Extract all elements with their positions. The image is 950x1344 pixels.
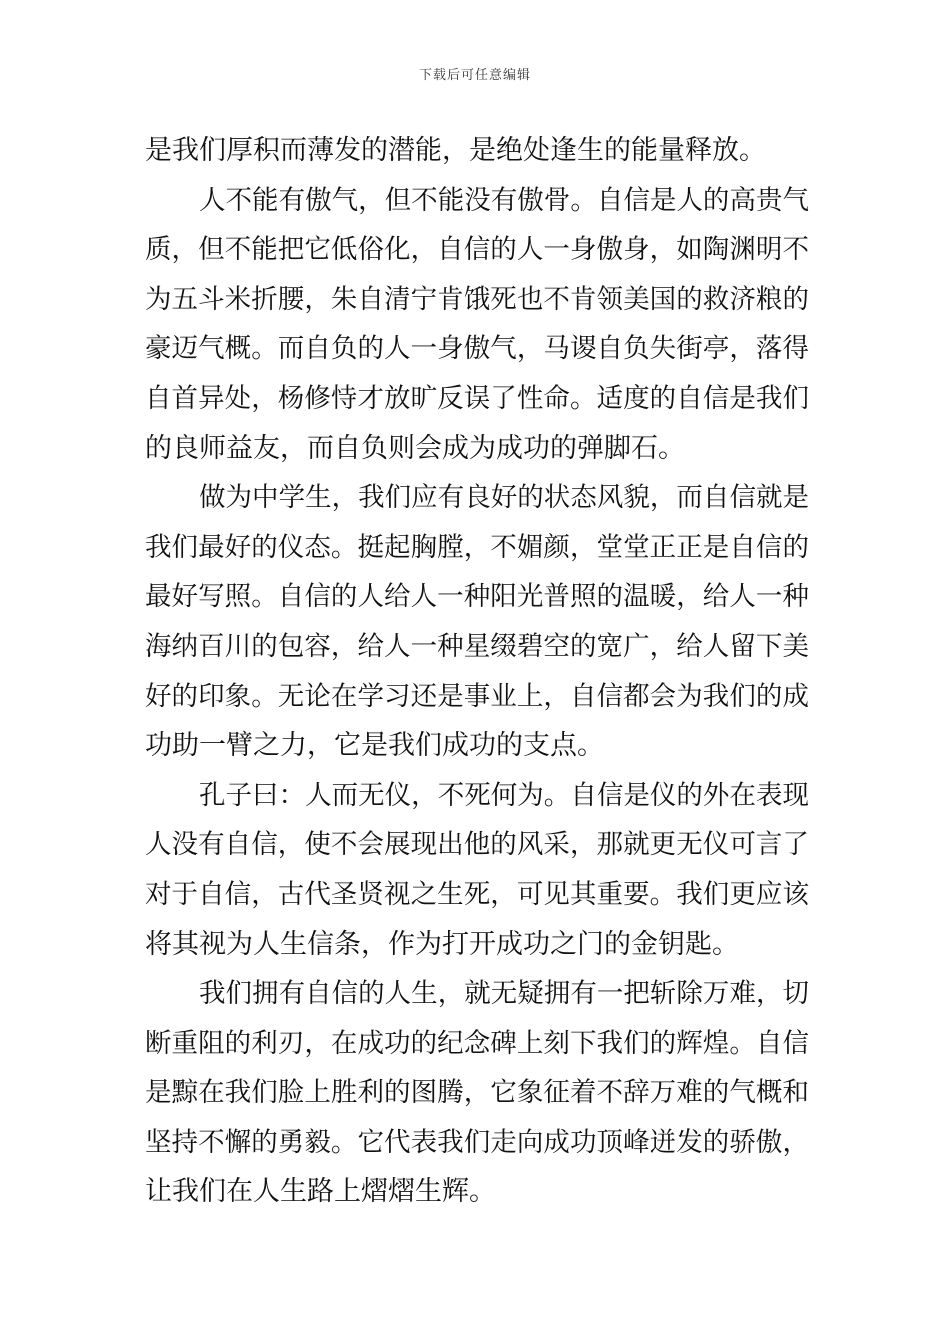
text-line: 断重阻的利刃，在成功的纪念碑上刻下我们的辉煌。自信 <box>145 1027 809 1059</box>
text-line: 人不能有傲气，但不能没有傲骨。自信是人的高贵气 <box>199 184 809 216</box>
text-line: 功助一臂之力，它是我们成功的支点。 <box>145 730 604 762</box>
text-line: 是我们厚积而薄发的潜能，是绝处逢生的能量释放。 <box>145 135 766 166</box>
page-header: 下载后可任意编辑 <box>418 68 531 83</box>
text-line: 对于自信，古代圣贤视之生死，可见其重要。我们更应该 <box>145 878 809 910</box>
document-body <box>145 126 809 1217</box>
text-line: 豪迈气概。而自负的人一身傲气，马谡自负失街亭，落得 <box>145 333 809 365</box>
text-line: 让我们在人生路上熠熠生辉。 <box>145 1176 496 1208</box>
text-line: 我们最好的仪态。挺起胸膛，不媚颜，堂堂正正是自信的 <box>145 531 809 563</box>
text-line: 为五斗米折腰，朱自清宁肯饿死也不肯领美国的救济粮的 <box>145 283 809 315</box>
text-line: 孔子曰：人而无仪，不死何为。自信是仪的外在表现 <box>199 779 809 811</box>
text-line: 海纳百川的包容，给人一种星缀碧空的宽广，给人留下美 <box>145 630 809 662</box>
text-line: 坚持不懈的勇毅。它代表我们走向成功顶峰迸发的骄傲， <box>145 1126 809 1158</box>
text-line: 将其视为人生信条，作为打开成功之门的金钥匙。 <box>145 928 739 960</box>
text-line: 好的印象。无论在学习还是事业上，自信都会为我们的成 <box>145 680 809 712</box>
text-line: 最好写照。自信的人给人一种阳光普照的温暖，给人一种 <box>145 581 809 613</box>
text-line: 我们拥有自信的人生，就无疑拥有一把斩除万难，切 <box>199 978 809 1010</box>
text-line: 人没有自信，使不会展现出他的风采，那就更无仪可言了 <box>145 829 809 861</box>
text-line: 自首异处，杨修恃才放旷反误了性命。适度的自信是我们 <box>145 382 809 414</box>
text-line: 是黥在我们脸上胜利的图腾，它象征着不辞万难的气概和 <box>145 1077 809 1109</box>
text-line: 做为中学生，我们应有良好的状态风貌，而自信就是 <box>199 482 809 514</box>
text-line: 的良师益友，而自负则会成为成功的弹脚石。 <box>145 432 685 464</box>
text-line: 质，但不能把它低俗化，自信的人一身傲身，如陶渊明不 <box>145 234 809 266</box>
